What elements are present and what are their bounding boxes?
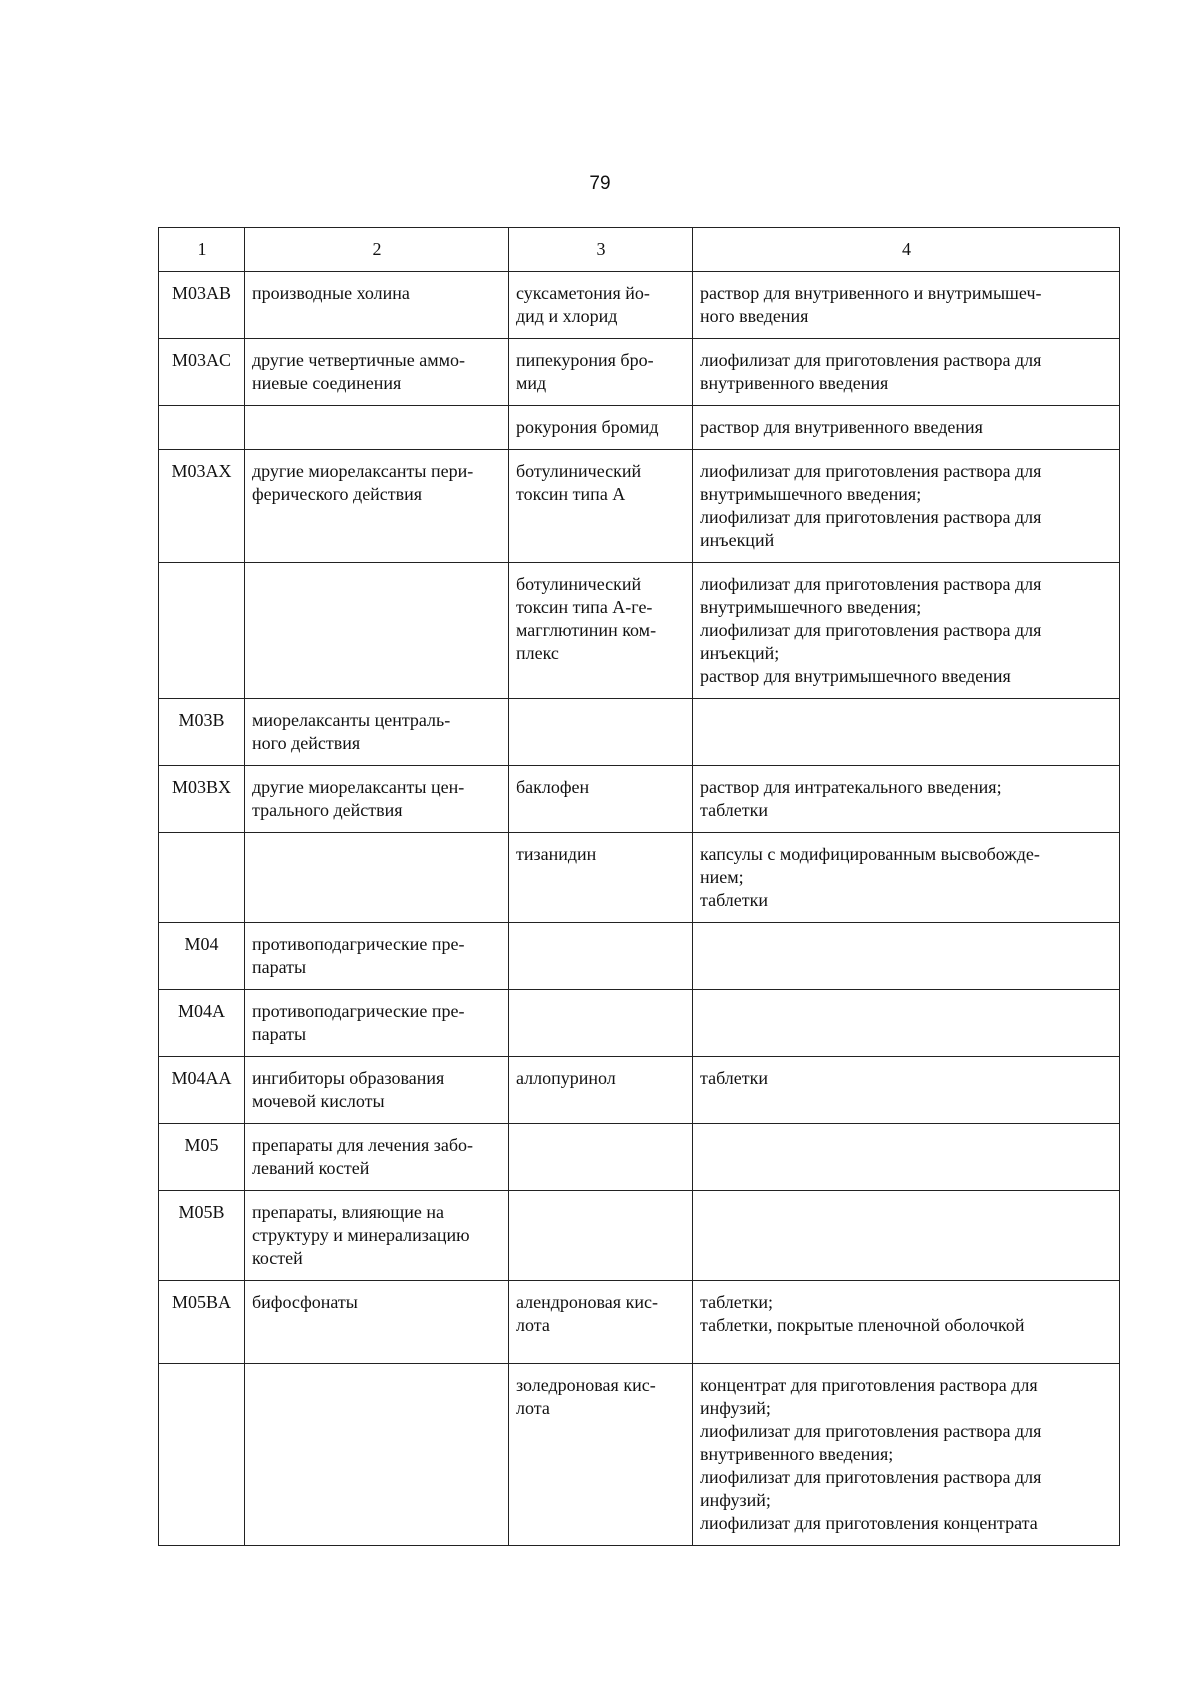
group-name-cell: препараты, влияющие на структуру и минерализацию костей — [245, 1191, 509, 1281]
table-row — [159, 699, 1120, 766]
drug-table — [158, 227, 1120, 1546]
table-row — [159, 450, 1120, 563]
table-row — [159, 766, 1120, 833]
table-row — [159, 339, 1120, 406]
table-header-row — [159, 228, 1120, 272]
group-name-cell — [245, 563, 509, 699]
column-header: 2 — [245, 228, 509, 272]
column-header: 4 — [693, 228, 1120, 272]
dosage-form-cell: лиофилизат для приготовления раствора для внутримышечного введения; лиофилизат для приготовления раствора для инъекций — [693, 450, 1120, 563]
substance-cell — [509, 1191, 693, 1281]
dosage-form-cell: таблетки; таблетки, покрытые пленочной оболочкой — [693, 1281, 1120, 1364]
group-name-cell: ингибиторы образования мочевой кислоты — [245, 1057, 509, 1124]
atc-code-cell — [159, 406, 245, 450]
dosage-form-cell — [693, 1191, 1120, 1281]
substance-cell — [509, 990, 693, 1057]
group-name-cell: миорелаксанты централь- ного действия — [245, 699, 509, 766]
table-row — [159, 990, 1120, 1057]
atc-code-cell: M05BA — [159, 1281, 245, 1364]
group-name-cell — [245, 1364, 509, 1546]
group-name-cell: другие миорелаксанты пери- ферического действия — [245, 450, 509, 563]
atc-code-cell: M03B — [159, 699, 245, 766]
atc-code-cell: M03BX — [159, 766, 245, 833]
substance-cell: баклофен — [509, 766, 693, 833]
substance-cell: суксаметония йо- дид и хлорид — [509, 272, 693, 339]
dosage-form-cell — [693, 699, 1120, 766]
atc-code-cell: M05B — [159, 1191, 245, 1281]
table-row — [159, 833, 1120, 923]
dosage-form-cell — [693, 923, 1120, 990]
table-row — [159, 1124, 1120, 1191]
substance-cell: тизанидин — [509, 833, 693, 923]
table-row — [159, 563, 1120, 699]
dosage-form-cell — [693, 990, 1120, 1057]
atc-code-cell: M04 — [159, 923, 245, 990]
table-row — [159, 923, 1120, 990]
table-row — [159, 1281, 1120, 1364]
group-name-cell: препараты для лечения забо- леваний костей — [245, 1124, 509, 1191]
substance-cell: аллопуринол — [509, 1057, 693, 1124]
substance-cell: ботулинический токсин типа А-ге- магглютинин ком- плекс — [509, 563, 693, 699]
group-name-cell: бифосфонаты — [245, 1281, 509, 1364]
atc-code-cell — [159, 563, 245, 699]
atc-code-cell: M03AX — [159, 450, 245, 563]
dosage-form-cell: раствор для внутривенного и внутримышеч- ного введения — [693, 272, 1120, 339]
atc-code-cell: M03AB — [159, 272, 245, 339]
atc-code-cell — [159, 833, 245, 923]
substance-cell: алендроновая кис- лота — [509, 1281, 693, 1364]
column-header: 1 — [159, 228, 245, 272]
group-name-cell: производные холина — [245, 272, 509, 339]
atc-code-cell: M04AA — [159, 1057, 245, 1124]
atc-code-cell: M04A — [159, 990, 245, 1057]
table-row — [159, 406, 1120, 450]
atc-code-cell: M03AC — [159, 339, 245, 406]
dosage-form-cell: лиофилизат для приготовления раствора для внутривенного введения — [693, 339, 1120, 406]
column-header: 3 — [509, 228, 693, 272]
atc-code-cell — [159, 1364, 245, 1546]
substance-cell: рокурония бромид — [509, 406, 693, 450]
table-row — [159, 1364, 1120, 1546]
dosage-form-cell: капсулы с модифицированным высвобожде- нием; таблетки — [693, 833, 1120, 923]
substance-cell — [509, 699, 693, 766]
substance-cell — [509, 923, 693, 990]
substance-cell: золедроновая кис- лота — [509, 1364, 693, 1546]
substance-cell: ботулинический токсин типа А — [509, 450, 693, 563]
dosage-form-cell — [693, 1124, 1120, 1191]
table-row — [159, 1191, 1120, 1281]
substance-cell — [509, 1124, 693, 1191]
dosage-form-cell: концентрат для приготовления раствора для инфузий; лиофилизат для приготовления раствора для внутривенного введения; лиофилизат для приготовления раствора для инфузий; лиофилизат для приготовления концентрата — [693, 1364, 1120, 1546]
table-row — [159, 1057, 1120, 1124]
group-name-cell: другие миорелаксанты цен- трального действия — [245, 766, 509, 833]
group-name-cell: противоподагрические пре- параты — [245, 923, 509, 990]
page-number: 79 — [589, 173, 611, 194]
dosage-form-cell: лиофилизат для приготовления раствора для внутримышечного введения; лиофилизат для приготовления раствора для инъекций; раствор для внутримышечного введения — [693, 563, 1120, 699]
dosage-form-cell: раствор для интратекального введения; таблетки — [693, 766, 1120, 833]
group-name-cell — [245, 406, 509, 450]
dosage-form-cell: таблетки — [693, 1057, 1120, 1124]
group-name-cell — [245, 833, 509, 923]
dosage-form-cell: раствор для внутривенного введения — [693, 406, 1120, 450]
group-name-cell: другие четвертичные аммо- ниевые соединения — [245, 339, 509, 406]
substance-cell: пипекурония бро- мид — [509, 339, 693, 406]
group-name-cell: противоподагрические пре- параты — [245, 990, 509, 1057]
table-row — [159, 272, 1120, 339]
atc-code-cell: M05 — [159, 1124, 245, 1191]
